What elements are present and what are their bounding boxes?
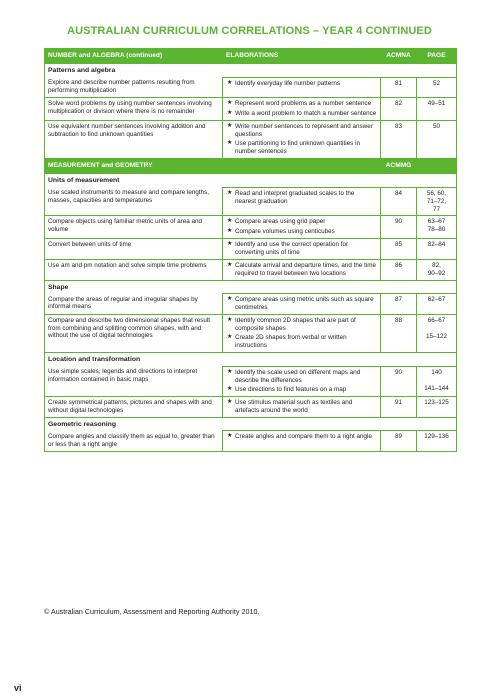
elaborations-cell <box>223 216 381 239</box>
star-icon: ★ <box>227 99 233 106</box>
spacer <box>420 325 453 333</box>
table-row <box>45 77 457 97</box>
content-description: Compare the areas of regular and irregular shapes by informal means <box>45 294 223 315</box>
table-row <box>45 294 457 315</box>
elaboration-item <box>226 241 377 257</box>
page-reference <box>417 314 457 352</box>
page-reference <box>417 397 457 418</box>
page-number-line: 71–72, <box>426 197 447 205</box>
elaboration-item <box>226 317 377 333</box>
section-blank-page <box>417 159 457 174</box>
elaboration-text: Use partitioning to find unknown quantities in number sentences <box>235 140 360 156</box>
content-description: Create symmetrical patterns, pictures and shapes with and without digital technologies <box>45 397 223 418</box>
elaboration-item <box>226 369 377 385</box>
elaboration-text: Calculate arrival and departure times, and the time required to travel between two locations <box>235 261 377 277</box>
star-icon: ★ <box>227 399 233 406</box>
elaboration-text: Create angles and compare them to a right angle <box>235 433 372 441</box>
elaboration-item <box>226 386 377 394</box>
table-row <box>45 431 457 451</box>
star-icon: ★ <box>227 368 233 375</box>
header-code: ACMNA <box>381 49 417 64</box>
content-description: Compare angles and classify them as equal to, greater than or less than a right angle <box>45 431 223 451</box>
page-number-line: 82, <box>432 261 441 269</box>
curriculum-code: 90 <box>381 216 417 239</box>
elaboration-item <box>226 110 377 118</box>
content-description: Compare objects using familiar metric units of area and volume <box>45 216 223 239</box>
rows-geometric <box>45 431 457 451</box>
star-icon: ★ <box>227 241 233 248</box>
star-icon: ★ <box>227 261 233 268</box>
header-page: PAGE <box>417 49 457 64</box>
curriculum-code: 84 <box>381 187 417 216</box>
star-icon: ★ <box>227 228 233 235</box>
page-number-line: 77 <box>432 205 440 213</box>
elaborations-cell <box>223 294 381 315</box>
page-number-line: 62–67 <box>427 296 446 304</box>
elaboration-text: Write a word problem to match a number sentence <box>235 109 377 117</box>
page-reference <box>417 97 457 120</box>
table-row <box>45 239 457 260</box>
group-patterns-algebra: Patterns and algebra <box>45 64 457 77</box>
star-icon: ★ <box>227 189 233 196</box>
header-strand: NUMBER and ALGEBRA (continued) <box>45 49 223 64</box>
rows-units <box>45 187 457 280</box>
spacer <box>420 377 453 385</box>
header-elaborations: ELABORATIONS <box>223 49 381 64</box>
table-row <box>45 259 457 280</box>
star-icon: ★ <box>227 433 233 440</box>
elaborations-cell <box>223 397 381 418</box>
page-number-line: 50 <box>432 122 440 130</box>
elaboration-text: Write number sentences to represent and answer questions <box>235 122 373 138</box>
curriculum-table <box>44 48 457 452</box>
page-reference <box>417 120 457 158</box>
page-number-line: 78–80 <box>427 226 446 234</box>
content-description: Use equivalent number sentences involving addition and subtraction to find unknown quantities <box>45 120 223 158</box>
content-description: Explore and describe number patterns resulting from performing multiplication <box>45 77 223 97</box>
elaborations-cell <box>223 77 381 97</box>
elaboration-item <box>226 296 377 312</box>
elaboration-item <box>226 80 377 88</box>
group-units-of-measurement: Units of measurement <box>45 174 457 187</box>
group-row <box>45 417 457 430</box>
star-icon: ★ <box>227 79 233 86</box>
section-blank <box>223 159 381 174</box>
table-row <box>45 97 457 120</box>
table-row <box>45 366 457 397</box>
elaboration-item <box>226 218 377 226</box>
content-description: Use simple scales, legends and directions to interpret information contained in basic maps <box>45 366 223 397</box>
page-number-line: 15–122 <box>425 332 447 340</box>
page-number-line: 49–51 <box>427 99 446 107</box>
elaborations-cell <box>223 239 381 260</box>
content-description: Use am and pm notation and solve simple time problems <box>45 259 223 280</box>
star-icon: ★ <box>227 109 233 116</box>
star-icon: ★ <box>227 218 233 225</box>
star-icon: ★ <box>227 296 233 303</box>
elaboration-text: Use directions to find features on a map <box>235 386 347 394</box>
elaborations-cell <box>223 120 381 158</box>
page-reference <box>417 366 457 397</box>
curriculum-code: 85 <box>381 239 417 260</box>
group-row <box>45 280 457 293</box>
star-icon: ★ <box>227 334 233 341</box>
elaboration-text: Create 2D shapes from verbal or written instructions <box>235 334 347 350</box>
rows-shape <box>45 294 457 353</box>
page-number-line: 90–92 <box>427 269 446 277</box>
curriculum-code: 82 <box>381 97 417 120</box>
copyright-footer: © Australian Curriculum, Assessment and Reporting Authority 2010. <box>44 607 260 616</box>
page-number-line: 56, 60, <box>426 189 447 197</box>
elaboration-item <box>226 123 377 139</box>
group-shape: Shape <box>45 280 457 293</box>
table-row <box>45 397 457 418</box>
rows-patterns <box>45 77 457 158</box>
elaboration-text: Compare areas using metric units such as square centimetres <box>235 296 374 311</box>
table-row <box>45 216 457 239</box>
elaborations-cell <box>223 366 381 397</box>
elaborations-cell <box>223 314 381 352</box>
group-geometric-reasoning: Geometric reasoning <box>45 417 457 430</box>
content-description: Convert between units of time <box>45 239 223 260</box>
page-reference <box>417 294 457 315</box>
page-reference <box>417 239 457 260</box>
elaboration-text: Compare volumes using centicubes <box>235 228 335 236</box>
elaboration-item <box>226 140 377 156</box>
rows-location <box>45 366 457 417</box>
page-number-line: 129–136 <box>424 433 449 441</box>
page-number: vi <box>14 683 22 693</box>
elaboration-text: Use stimulus material such as textiles and artefacts around the world <box>235 399 353 415</box>
elaboration-item <box>226 228 377 236</box>
star-icon: ★ <box>227 316 233 323</box>
page-number-line: 140 <box>431 368 442 376</box>
group-row <box>45 353 457 366</box>
elaboration-item <box>226 399 377 415</box>
elaborations-cell <box>223 187 381 216</box>
page-number-line: 52 <box>432 79 440 87</box>
page-reference <box>417 431 457 451</box>
star-icon: ★ <box>227 122 233 129</box>
elaboration-text: Compare areas using grid paper <box>235 218 326 226</box>
elaboration-text: Identify common 2D shapes that are part of composite shapes <box>235 316 356 332</box>
elaboration-text: Identify and use the correct operation for converting units of time <box>235 241 349 256</box>
page-number-line: 123–125 <box>424 399 449 407</box>
elaboration-text: Represent word problems as a number sentence <box>235 99 372 107</box>
elaborations-cell <box>223 431 381 451</box>
curriculum-code: 86 <box>381 259 417 280</box>
curriculum-code: 83 <box>381 120 417 158</box>
elaboration-item <box>226 262 377 278</box>
table-row <box>45 187 457 216</box>
table-row <box>45 120 457 158</box>
content-description: Solve word problems by using number sentences involving multiplication or division where there is no remainder <box>45 97 223 120</box>
group-row <box>45 64 457 77</box>
group-location-transformation: Location and transformation <box>45 353 457 366</box>
curriculum-code: 89 <box>381 431 417 451</box>
page-number-line: 82–84 <box>427 241 446 249</box>
page-reference <box>417 259 457 280</box>
elaboration-item <box>226 100 377 108</box>
star-icon: ★ <box>227 140 233 147</box>
elaboration-text: Identify everyday life number patterns <box>235 79 341 87</box>
curriculum-code: 90 <box>381 366 417 397</box>
page-reference <box>417 216 457 239</box>
table-row <box>45 314 457 352</box>
curriculum-code: 81 <box>381 77 417 97</box>
table-header-row <box>45 49 457 64</box>
page-number-line: 63–67 <box>427 218 446 226</box>
curriculum-code: 91 <box>381 397 417 418</box>
curriculum-code: 88 <box>381 314 417 352</box>
curriculum-code: 87 <box>381 294 417 315</box>
elaborations-cell <box>223 259 381 280</box>
elaboration-text: Identify the scale used on different maps and describe the differences <box>235 368 361 384</box>
section-header-row <box>45 159 457 174</box>
content-description: Compare and describe two dimensional shapes that result from combining and splitting common shapes, with and without the use of digital technologies <box>45 314 223 352</box>
elaborations-cell <box>223 97 381 120</box>
page-reference <box>417 77 457 97</box>
elaboration-item <box>226 190 377 206</box>
page-reference <box>417 187 457 216</box>
content-description: Use scaled instruments to measure and compare lengths, masses, capacities and temperatures <box>45 187 223 216</box>
star-icon: ★ <box>227 386 233 393</box>
group-row <box>45 174 457 187</box>
section-code: ACMMG <box>381 159 417 174</box>
elaboration-item <box>226 433 377 441</box>
elaboration-item <box>226 334 377 350</box>
page-number-line: 66–67 <box>427 316 446 324</box>
page-number-line: 141–144 <box>424 384 449 392</box>
section-measurement-geometry: MEASUREMENT and GEOMETRY <box>45 159 223 174</box>
page-title: AUSTRALIAN CURRICULUM CORRELATIONS – YEAR 4 CONTINUED <box>67 25 432 37</box>
elaboration-text: Read and interpret graduated scales to the nearest graduation <box>235 189 355 205</box>
